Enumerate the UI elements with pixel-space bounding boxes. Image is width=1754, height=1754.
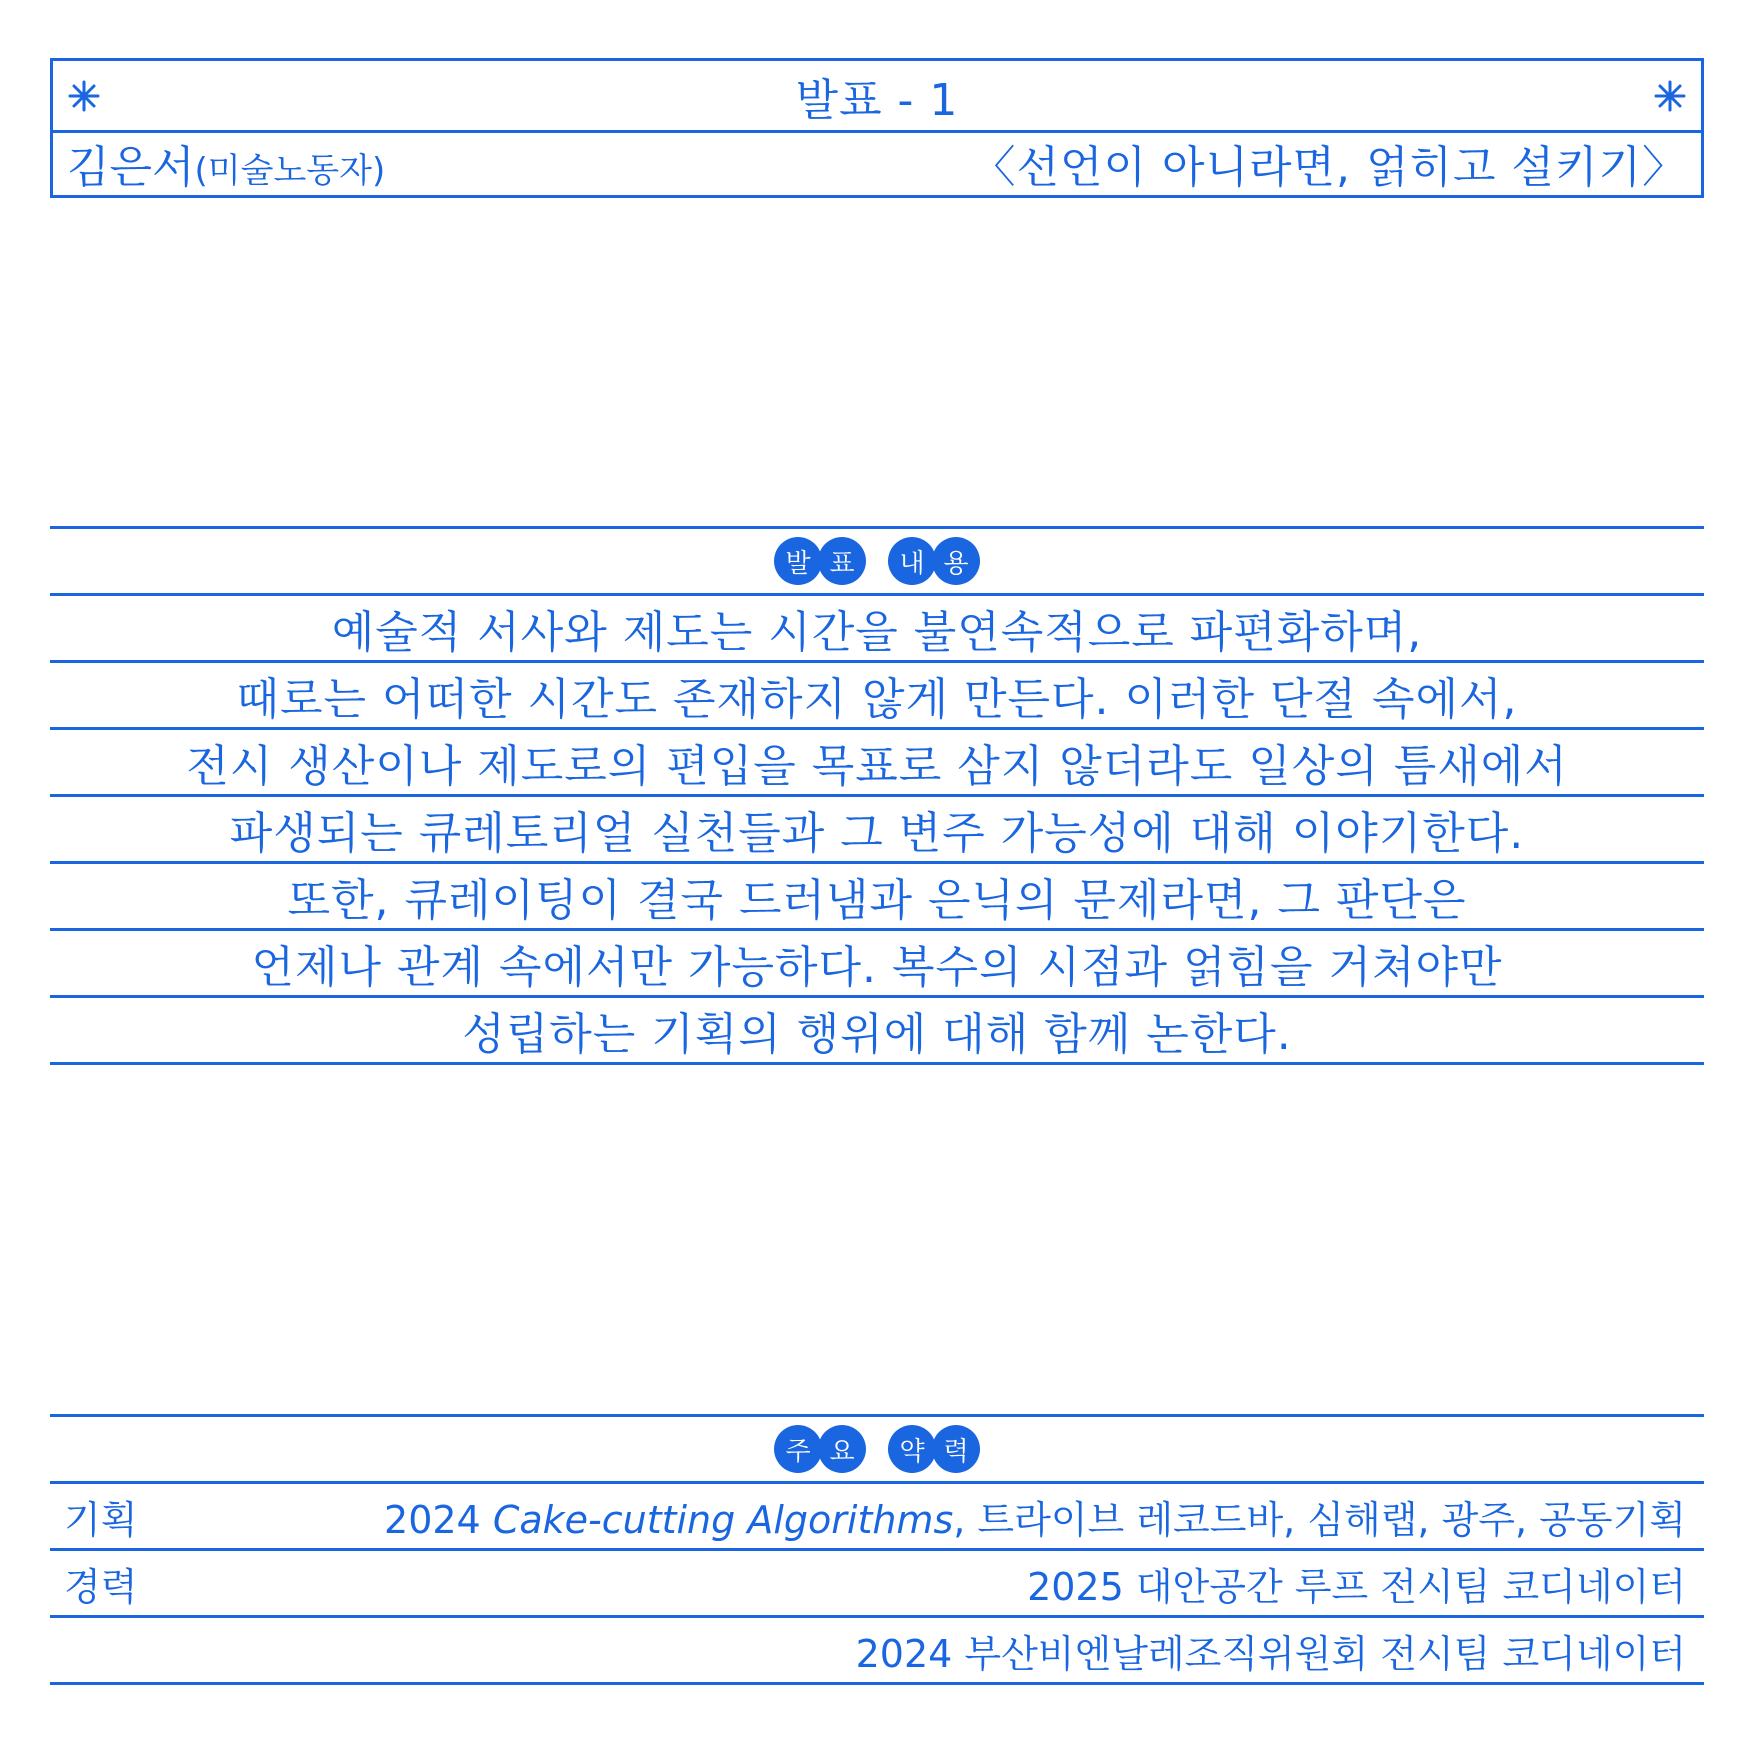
career-value: 2024 부산비엔날레조직위원회 전시팀 코디네이터 (855, 1631, 1686, 1676)
asterisk-star-icon (67, 79, 101, 113)
career-row (50, 1548, 1704, 1615)
heading-badge: 주 (774, 1425, 822, 1473)
header-frame (50, 58, 1704, 198)
career-value-prefix: 2024 (384, 1497, 493, 1542)
content-section (50, 526, 1704, 1065)
talk-title: 〈선언이 아니라면, 얽히고 설키기〉 (971, 141, 1687, 193)
speaker (67, 131, 385, 195)
career-row (50, 1615, 1704, 1685)
content-line (50, 593, 1704, 660)
header-title-row (53, 61, 1701, 133)
content-line-text: 성립하는 기획의 행위에 대해 함께 논한다. (462, 1009, 1292, 1060)
career-value (384, 1489, 1686, 1544)
content-line (50, 794, 1704, 861)
page-title: 발표 - 1 (795, 74, 959, 126)
career-section (50, 1414, 1704, 1685)
speaker-row (53, 130, 1701, 195)
content-line-text: 파생되는 큐레토리얼 실천들과 그 변주 가능성에 대해 이야기한다. (229, 808, 1525, 859)
content-heading (50, 526, 1704, 593)
speaker-name: 김은서 (67, 141, 195, 193)
career-row (50, 1481, 1704, 1548)
content-heading-badges (774, 537, 980, 585)
content-line-text: 언제나 관계 속에서만 가능하다. 복수의 시점과 얽힘을 거쳐야만 (251, 942, 1503, 993)
heading-badge: 표 (818, 537, 866, 585)
content-line (50, 928, 1704, 995)
heading-badge: 용 (932, 537, 980, 585)
content-line-text: 때로는 어떠한 시간도 존재하지 않게 만든다. 이러한 단절 속에서, (236, 674, 1518, 725)
content-line (50, 995, 1704, 1065)
content-line-text: 예술적 서사와 제도는 시간을 불연속적으로 파편화하며, (331, 607, 1423, 658)
heading-badge: 요 (818, 1425, 866, 1473)
career-heading-badges (774, 1425, 980, 1473)
career-value-italic: Cake-cutting Algorithms (492, 1497, 954, 1542)
content-line (50, 660, 1704, 727)
career-value: 2025 대안공간 루프 전시팀 코디네이터 (1027, 1564, 1686, 1609)
speaker-role: (미술노동자) (194, 150, 386, 191)
heading-badge: 약 (888, 1425, 936, 1473)
career-label: 경력 (64, 1564, 138, 1609)
heading-badge: 발 (774, 537, 822, 585)
content-line (50, 727, 1704, 794)
content-line-text: 전시 생산이나 제도로의 편입을 목표로 삼지 않더라도 일상의 틈새에서 (186, 741, 1568, 792)
content-line-text: 또한, 큐레이팅이 결국 드러냄과 은닉의 문제라면, 그 판단은 (287, 875, 1467, 926)
asterisk-star-icon (1653, 79, 1687, 113)
career-label: 기획 (64, 1497, 138, 1542)
content-line (50, 861, 1704, 928)
career-value-suffix: , 트라이브 레코드바, 심해랩, 광주, 공동기획 (953, 1497, 1686, 1542)
heading-badge: 내 (888, 537, 936, 585)
career-heading (50, 1414, 1704, 1481)
heading-badge: 력 (932, 1425, 980, 1473)
